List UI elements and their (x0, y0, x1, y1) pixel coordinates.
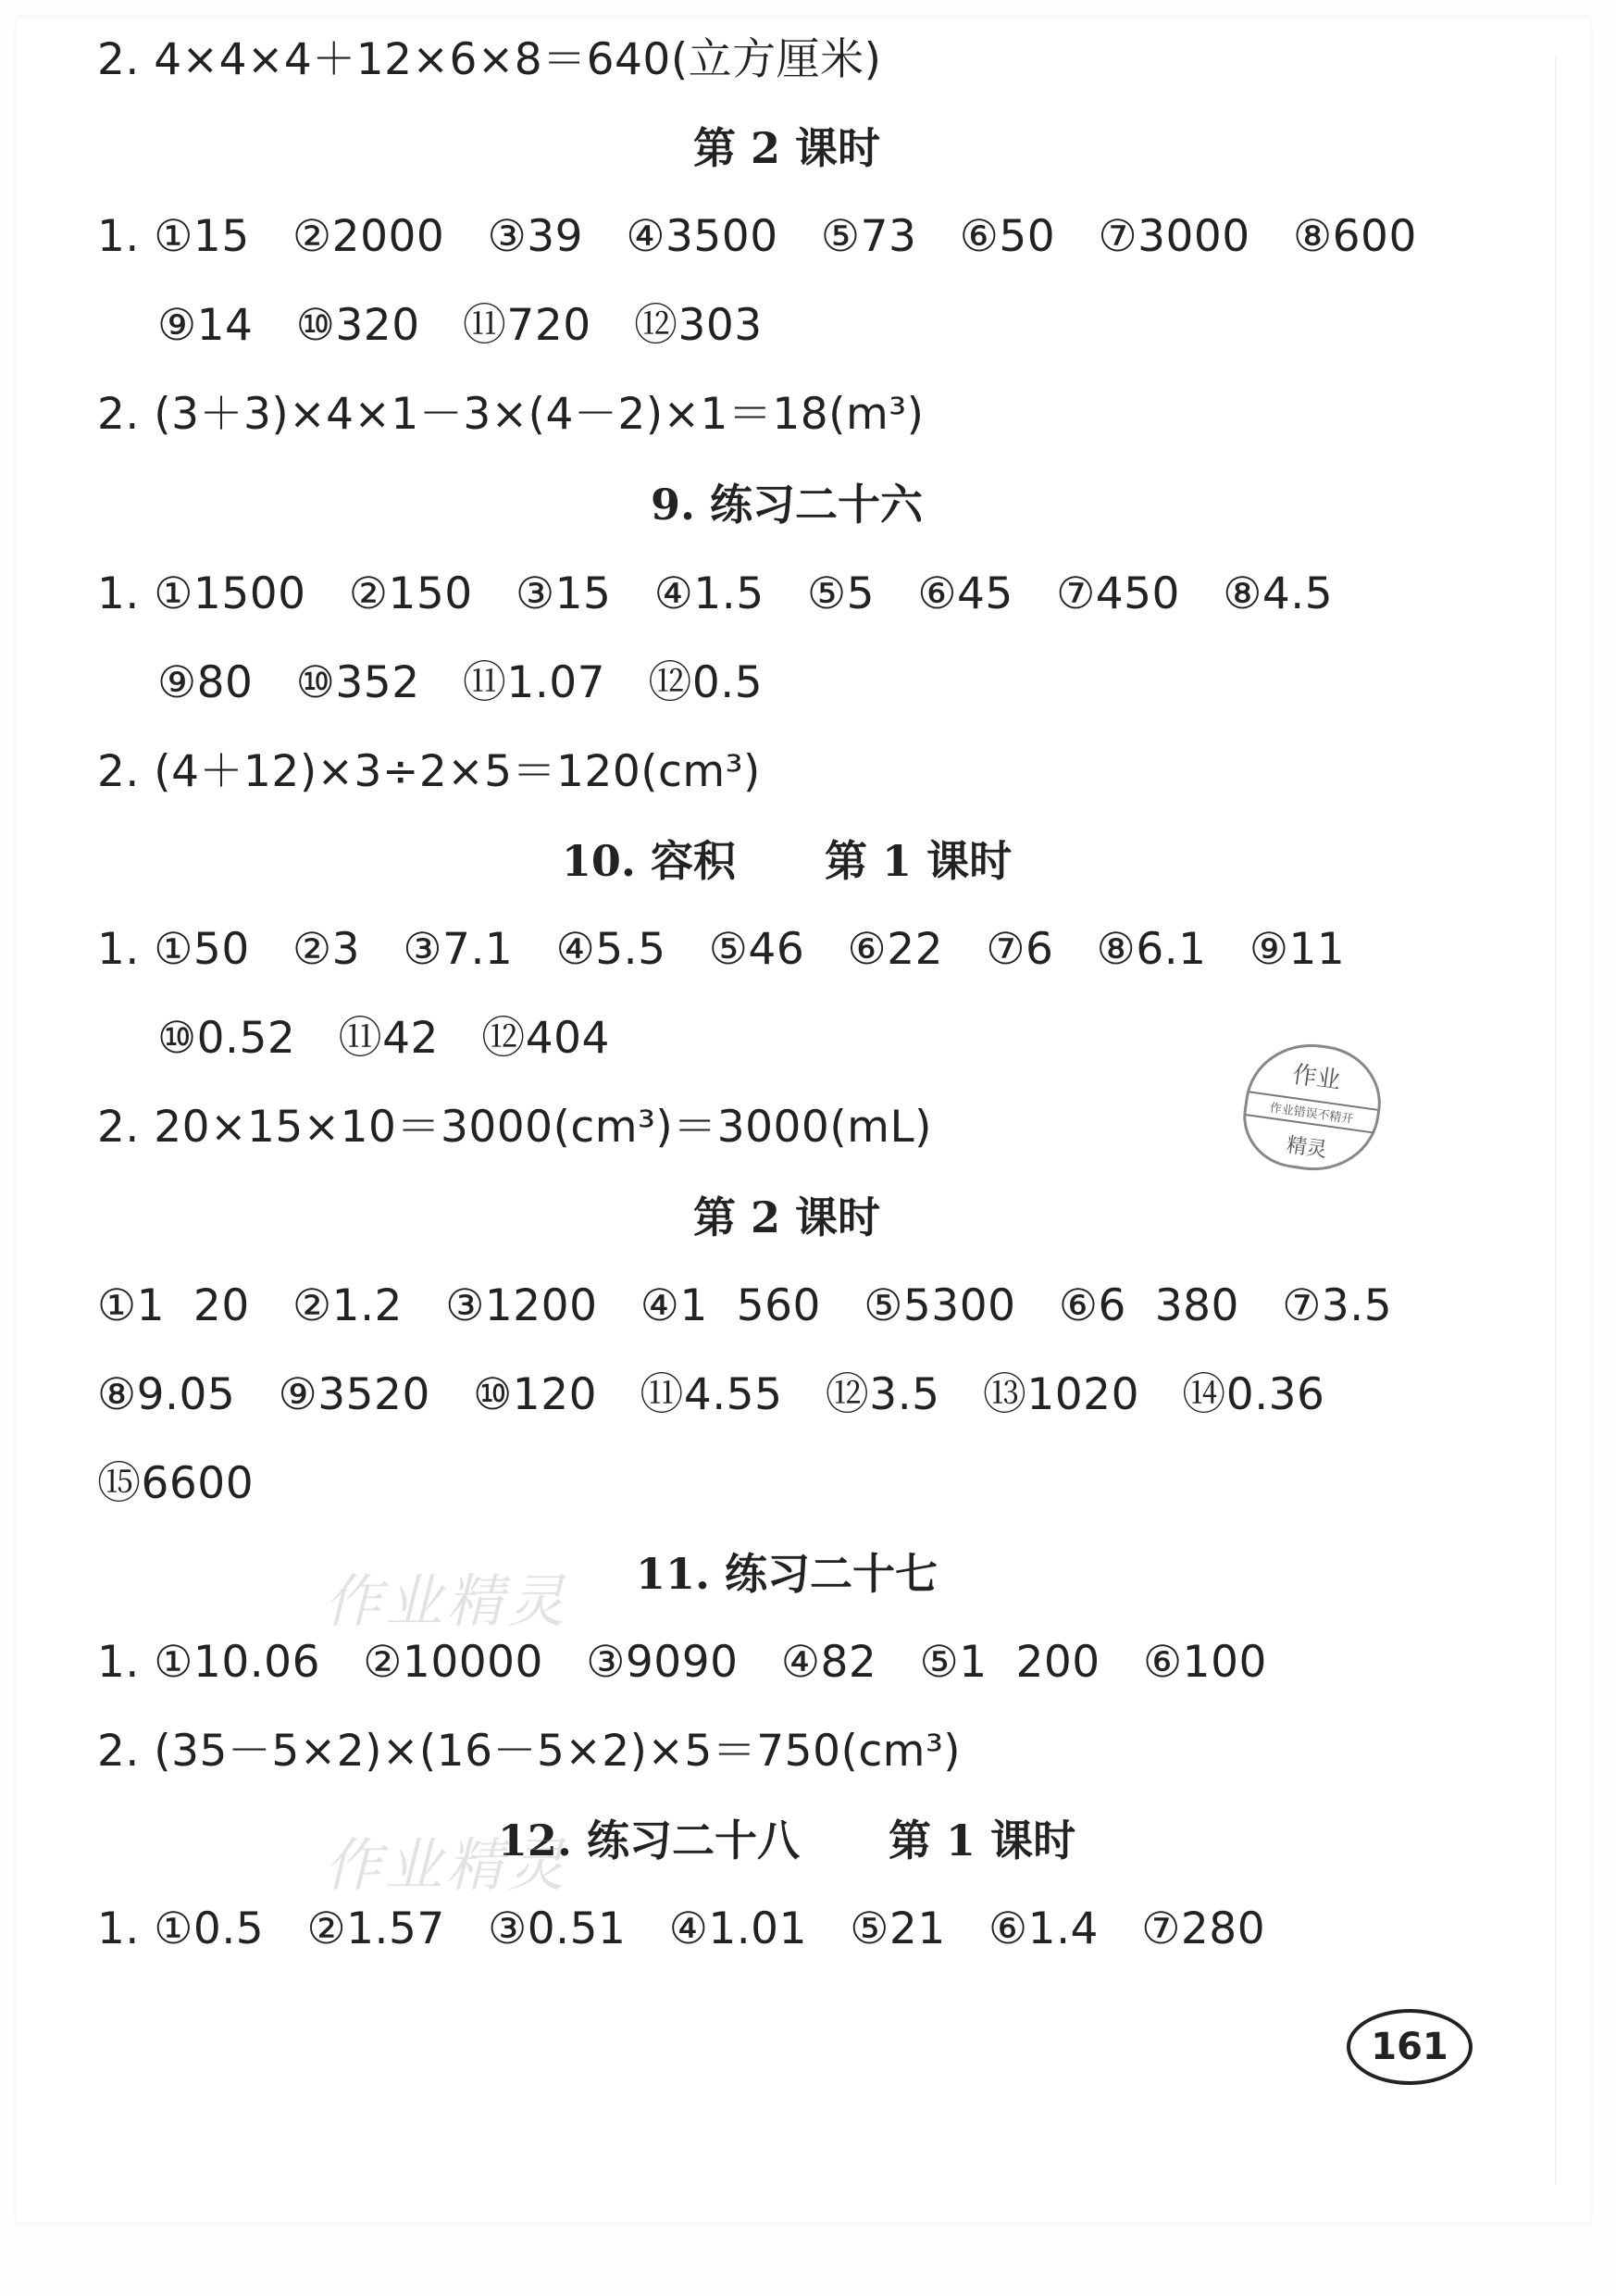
section-heading: 10. 容积 第 1 课时 (561, 836, 1013, 886)
answer-line-continued: ⑨14 ⑩320 ⑪720 ⑫303 (157, 300, 763, 351)
answer-line: ①1 20 ②1.2 ③1200 ④1 560 ⑤5300 ⑥6 380 ⑦3.5 (97, 1280, 1393, 1331)
answer-line: 2. (35－5×2)×(16－5×2)×5＝750(cm³) (97, 1726, 962, 1777)
answer-line: 2. 4×4×4＋12×6×8＝640(立方厘米) (97, 34, 882, 85)
answer-line: 2. 20×15×10＝3000(cm³)＝3000(mL) (97, 1102, 932, 1153)
answer-line: 2. (3＋3)×4×1－3×(4－2)×1＝18(m³) (97, 389, 925, 440)
answer-line: 1. ①10.06 ②10000 ③9090 ④82 ⑤1 200 ⑥100 (97, 1637, 1267, 1688)
answer-line: 1. ①50 ②3 ③7.1 ④5.5 ⑤46 ⑥22 ⑦6 ⑧6.1 ⑨11 (97, 924, 1346, 975)
watermark: 作业精灵 (324, 1567, 569, 1635)
answer-line: 1. ①0.5 ②1.57 ③0.51 ④1.01 ⑤21 ⑥1.4 ⑦280 (97, 1903, 1266, 1954)
answer-line-continued: ⑩0.52 ⑪42 ⑫404 (157, 1013, 610, 1064)
watermark: 作业精灵 (324, 1831, 569, 1899)
section-heading: 11. 练习二十七 (635, 1549, 939, 1599)
seal-middle-text: 作业错误不精开 (1246, 1091, 1377, 1133)
seal-bottom-text: 精灵 (1285, 1133, 1329, 1163)
answer-line: ⑮6600 (97, 1458, 255, 1509)
section-heading: 9. 练习二十六 (650, 480, 924, 530)
answer-line: 1. ①1500 ②150 ③15 ④1.5 ⑤5 ⑥45 ⑦450 ⑧4.5 (97, 568, 1334, 619)
section-heading: 第 2 课时 (692, 1192, 881, 1242)
answer-line: ⑧9.05 ⑨3520 ⑩120 ⑪4.55 ⑫3.5 ⑬1020 ⑭0.36 (97, 1369, 1325, 1420)
answer-line-continued: ⑨80 ⑩352 ⑪1.07 ⑫0.5 (157, 657, 764, 708)
section-heading: 第 2 课时 (692, 123, 881, 173)
answer-line: 2. (4＋12)×3÷2×5＝120(cm³) (97, 746, 761, 797)
answer-line: 1. ①15 ②2000 ③39 ④3500 ⑤73 ⑥50 ⑦3000 ⑧600 (97, 211, 1417, 262)
page-number: 161 (1347, 2009, 1473, 2085)
section-heading: 12. 练习二十八 第 1 课时 (497, 1816, 1076, 1866)
seal-top-text: 作业 (1290, 1060, 1343, 1095)
